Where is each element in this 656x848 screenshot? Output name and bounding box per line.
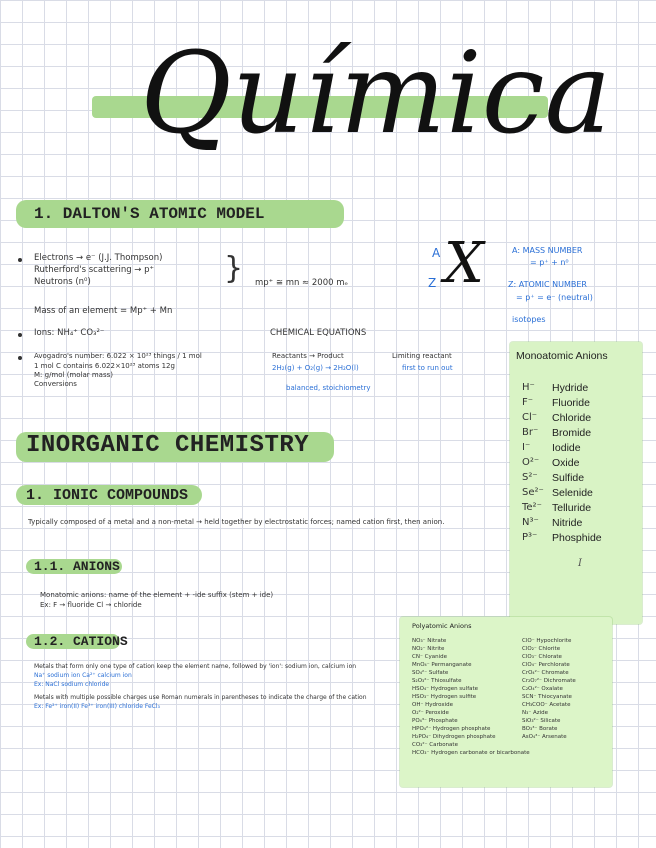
mass-element: Mass of an element = Mp⁺ + Mn	[34, 306, 173, 316]
anion-row	[522, 395, 602, 410]
polyatomic-item: OH⁻ Hydroxide	[412, 702, 453, 708]
bullet	[18, 258, 22, 262]
anion-name: Phosphide	[552, 531, 602, 544]
anion-name: Selenide	[552, 486, 593, 499]
bullet	[18, 333, 22, 337]
anions-heading: 1.1. ANIONS	[34, 559, 120, 574]
polyatomic-item: CO₃²⁻ Carbonate	[412, 742, 458, 748]
polyatomic-item: HSO₄⁻ Hydrogen sulfate	[412, 686, 479, 692]
polyatomic-item: H₂PO₄⁻ Dihydrogen phosphate	[412, 734, 496, 740]
polyatomic-item: S₂O₃²⁻ Thiosulfate	[412, 678, 462, 684]
mass-number-label: A: MASS NUMBER	[512, 246, 583, 255]
isotopes-note: isotopes	[512, 315, 546, 324]
anion-name: Hydride	[552, 381, 589, 394]
electrons-note: Electrons → e⁻ (J.J. Thompson)	[34, 253, 163, 263]
nuclide-symbol: X	[444, 231, 484, 296]
anion-row	[522, 455, 602, 470]
ionic-heading: 1. IONIC COMPOUNDS	[26, 487, 189, 504]
polyatomic-item: NO₂⁻ Nitrite	[412, 646, 445, 652]
anions-example: Ex: F → fluoride Cl → chloride	[40, 601, 142, 609]
cations-description-2: Metals with multiple possible charges use Roman numerals in parentheses to indicate the charge of the cation	[34, 694, 367, 701]
anion-row	[522, 485, 602, 500]
monatomic-anions-list	[522, 380, 602, 545]
polyatomic-anions-card	[400, 617, 612, 787]
mass-number-eq: = p⁺ + n⁰	[530, 258, 569, 267]
polyatomic-item: O₂²⁻ Peroxide	[412, 710, 449, 716]
anion-row	[522, 515, 602, 530]
anions-description: Monatomic anions: name of the element + -ide suffix (stem + ide)	[40, 591, 274, 599]
reactants-product: Reactants → Product	[272, 352, 344, 360]
anion-row	[522, 470, 602, 485]
polyatomic-item: ClO₂⁻ Chlorite	[522, 646, 561, 652]
anion-symbol: Br⁻	[522, 427, 539, 438]
cations-heading: 1.2. CATIONS	[34, 634, 128, 649]
polyatomic-item: C₂O₄²⁻ Oxalate	[522, 686, 563, 692]
anion-symbol: F⁻	[522, 397, 534, 408]
cations-description-1: Metals that form only one type of cation keep the element name, followed by 'ion': sodium ion, calcium ion	[34, 663, 357, 670]
polyatomic-item: NO₃⁻ Nitrate	[412, 638, 447, 644]
polyatomic-item: SiO₃²⁻ Silicate	[522, 718, 561, 724]
polyatomic-item: ClO₃⁻ Chlorate	[522, 654, 562, 660]
equation-note: balanced, stoichiometry	[286, 384, 371, 392]
avogadro-sub-2: M: g/mol (molar mass)	[34, 371, 113, 379]
anion-symbol: Cl⁻	[522, 412, 538, 423]
rutherford-note: Rutherford's scattering → p⁺	[34, 265, 155, 275]
mass-relation: mp⁺ ≅ mn ≈ 2000 mₑ	[255, 278, 349, 288]
anion-symbol: Se²⁻	[522, 487, 544, 498]
cations-description-1b: Na⁺ sodium ion Ca²⁺ calcium ion	[34, 672, 132, 679]
anion-row	[522, 425, 602, 440]
anion-symbol: Te²⁻	[522, 502, 542, 513]
limiting-note: first to run out	[402, 364, 453, 372]
anion-symbol: S²⁻	[522, 472, 538, 483]
polyatomic-item: PO₄³⁻ Phosphate	[412, 718, 458, 724]
anion-row	[522, 410, 602, 425]
polyatomic-item: ClO₄⁻ Perchlorate	[522, 662, 570, 668]
anion-row	[522, 500, 602, 515]
equation-sample: 2H₂(g) + O₂(g) → 2H₂O(l)	[272, 364, 359, 372]
polyatomic-item: N₃⁻ Azide	[522, 710, 549, 716]
polyatomic-right-column	[522, 637, 608, 741]
polyatomic-item: CrO₄²⁻ Chromate	[522, 670, 569, 676]
neutrons-note: Neutrons (n⁰)	[34, 277, 91, 287]
cations-description-1c: Ex: NaCl sodium chloride	[34, 681, 110, 688]
polyatomic-item: MnO₄⁻ Permanganate	[412, 662, 472, 668]
nuclide-atomic-number: Z	[428, 276, 437, 290]
monatomic-anions-card	[510, 342, 642, 624]
avogadro-sub-1: 1 mol C contains 6.022×10²³ atoms 12g	[34, 362, 175, 370]
inorganic-heading: INORGANIC CHEMISTRY	[26, 432, 310, 459]
nuclide-mass-number: A	[432, 246, 441, 260]
ionic-description: Typically composed of a metal and a non-metal → held together by electrostatic forces; named cation first, then anion.	[28, 518, 445, 526]
anion-name: Chloride	[552, 411, 592, 424]
polyatomic-item: ClO⁻ Hypochlorite	[522, 638, 572, 644]
atomic-number-label: Z: ATOMIC NUMBER	[508, 280, 587, 289]
anion-name: Sulfide	[552, 471, 585, 484]
anion-name: Nitride	[552, 516, 583, 529]
polyatomic-item: SO₄²⁻ Sulfate	[412, 670, 449, 676]
brace-icon: }	[224, 251, 244, 286]
polyatomic-item: AsO₄³⁻ Arsenate	[522, 734, 567, 740]
cations-description-2b: Ex: Fe²⁺ iron(II) Fe³⁺ iron(III) chloride FeCl₃	[34, 703, 160, 710]
atomic-number-eq: = p⁺ = e⁻ (neutral)	[516, 293, 593, 302]
polyatomic-item: HPO₄²⁻ Hydrogen phosphate	[412, 726, 491, 732]
anion-symbol: N³⁻	[522, 517, 539, 528]
avogadro-sub-3: Conversions	[34, 380, 77, 388]
polyatomic-item: SCN⁻ Thiocyanate	[522, 694, 572, 700]
polyatomic-anions-title: Polyatomic Anions	[412, 622, 472, 630]
anion-name: Oxide	[552, 456, 580, 469]
monatomic-anions-title: Monoatomic Anions	[516, 350, 608, 362]
polyatomic-item: HCO₃⁻ Hydrogen carbonate or bicarbonate	[412, 750, 530, 756]
anion-row	[522, 440, 602, 455]
avogadro-note: Avogadro's number: 6.022 × 10²³ things / 1 mol	[34, 352, 202, 360]
anion-row	[522, 380, 602, 395]
anion-symbol: O²⁻	[522, 457, 540, 468]
polyatomic-item: CN⁻ Cyanide	[412, 654, 447, 660]
anion-symbol: P³⁻	[522, 532, 538, 543]
chemical-equations-heading: CHEMICAL EQUATIONS	[270, 328, 367, 338]
page-title: Química	[140, 29, 612, 159]
limiting-reactant: Limiting reactant	[392, 352, 452, 360]
cursor-mark: I	[578, 558, 582, 569]
anion-name: Bromide	[552, 426, 592, 439]
polyatomic-item: CH₃COO⁻ Acetate	[522, 702, 571, 708]
anion-row	[522, 530, 602, 545]
anion-name: Telluride	[552, 501, 592, 514]
ions-note: Ions: NH₄⁺ CO₃²⁻	[34, 328, 105, 338]
polyatomic-item: BO₃³⁻ Borate	[522, 726, 558, 732]
anion-symbol: I⁻	[522, 442, 531, 453]
anion-name: Fluoride	[552, 396, 590, 409]
polyatomic-item: Cr₂O₇²⁻ Dichromate	[522, 678, 576, 684]
polyatomic-left-column	[412, 637, 530, 757]
dalton-heading: 1. DALTON'S ATOMIC MODEL	[34, 205, 265, 223]
bullet	[18, 356, 22, 360]
polyatomic-item: HSO₃⁻ Hydrogen sulfite	[412, 694, 477, 700]
anion-name: Iodide	[552, 441, 581, 454]
anion-symbol: H⁻	[522, 382, 535, 393]
